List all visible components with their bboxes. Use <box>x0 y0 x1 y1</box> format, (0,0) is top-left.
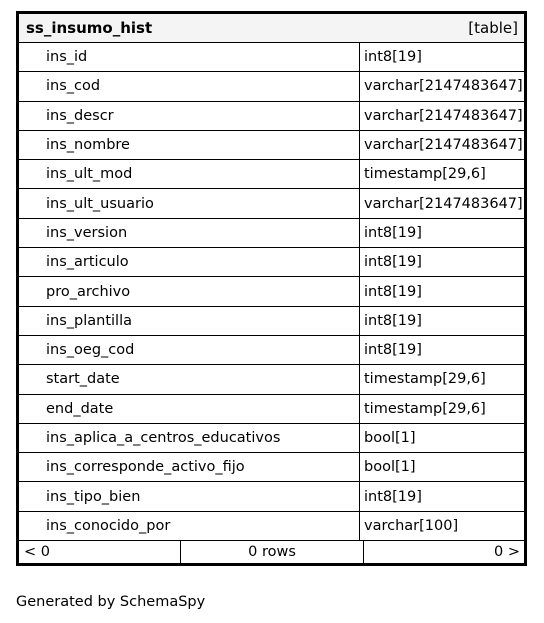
column-type: timestamp[29,6] <box>364 371 486 388</box>
column-type: varchar[2147483647] <box>364 137 523 154</box>
column-type: int8[19] <box>364 283 422 300</box>
column-type: int8[19] <box>364 342 422 359</box>
column-type: bool[1] <box>364 430 416 446</box>
column-name: end_date <box>19 395 360 423</box>
column-row <box>19 43 524 72</box>
column-type: int8[19] <box>364 49 422 66</box>
column-row <box>19 482 524 511</box>
column-name: ins_plantilla <box>19 307 360 335</box>
column-row <box>19 160 524 189</box>
column-row <box>19 512 524 541</box>
column-name: ins_ult_usuario <box>19 189 360 217</box>
footer-prev: < 0 <box>19 541 181 563</box>
column-name: ins_articulo <box>19 248 360 276</box>
column-type: varchar[2147483647] <box>364 195 523 212</box>
table-kind: [table] <box>468 19 518 37</box>
table-node <box>16 11 527 566</box>
column-type: varchar[2147483647] <box>364 78 523 95</box>
column-row <box>19 189 524 218</box>
column-name: pro_archivo <box>19 277 360 305</box>
column-row <box>19 424 524 453</box>
column-name: ins_cod <box>19 72 360 100</box>
column-name: ins_tipo_bien <box>19 482 360 510</box>
column-row <box>19 365 524 394</box>
column-name: ins_conocido_por <box>19 512 360 540</box>
column-type: varchar[100] <box>364 517 459 534</box>
column-name: ins_oeg_cod <box>19 336 360 364</box>
column-row <box>19 277 524 306</box>
table-header <box>19 14 524 43</box>
column-row <box>19 219 524 248</box>
column-name: ins_descr <box>19 102 360 130</box>
column-type: int8[19] <box>364 488 422 505</box>
footer-next: 0 > <box>494 544 520 561</box>
column-name: ins_aplica_a_centros_educativos <box>19 424 360 452</box>
column-row <box>19 336 524 365</box>
column-row <box>19 72 524 101</box>
column-type: int8[19] <box>364 254 422 271</box>
footer-row-count: 0 rows <box>181 541 364 563</box>
column-row <box>19 307 524 336</box>
table-name: ss_insumo_hist <box>26 19 153 37</box>
column-row <box>19 131 524 160</box>
column-type: int8[19] <box>364 312 422 329</box>
column-name: ins_ult_mod <box>19 160 360 188</box>
column-name: start_date <box>19 365 360 393</box>
column-row <box>19 248 524 277</box>
column-type: varchar[2147483647] <box>364 107 523 124</box>
column-row <box>19 453 524 482</box>
column-row <box>19 395 524 424</box>
generated-by-label: Generated by SchemaSpy <box>16 594 206 610</box>
table-footer <box>19 541 524 563</box>
column-name: ins_corresponde_activo_fijo <box>19 453 360 481</box>
column-type: int8[19] <box>364 224 422 241</box>
column-name: ins_nombre <box>19 131 360 159</box>
column-name: ins_version <box>19 219 360 247</box>
column-type: bool[1] <box>364 459 416 476</box>
column-type: timestamp[29,6] <box>364 166 486 183</box>
column-type: timestamp[29,6] <box>364 400 486 417</box>
column-name: ins_id <box>19 43 360 71</box>
column-row <box>19 102 524 131</box>
column-list <box>19 43 524 541</box>
